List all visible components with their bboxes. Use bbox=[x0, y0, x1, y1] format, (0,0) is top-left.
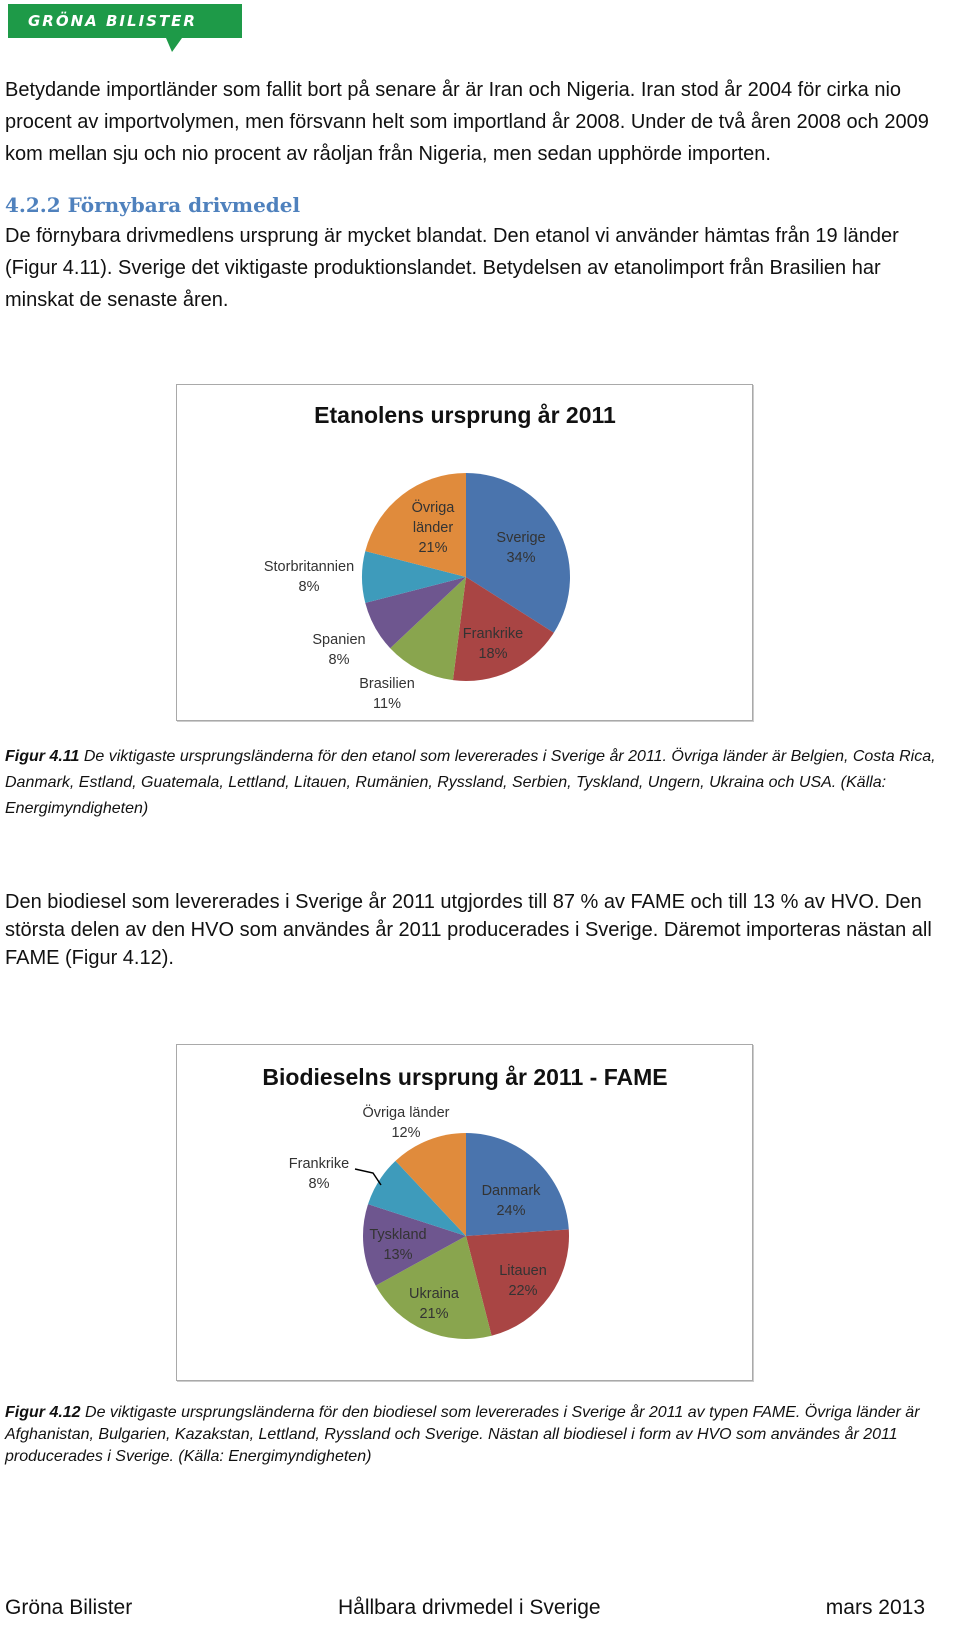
data-label-brasilien: Brasilien 11% bbox=[359, 676, 415, 712]
biodiesel-chart bbox=[176, 1044, 753, 1381]
data-label-ukraina: Ukraina 21% bbox=[409, 1286, 459, 1322]
paragraph-renewable: De förnybara drivmedlens ursprung är mycket blandat. Den etanol vi använder hämtas från 19 länder (Figur 4.11). Sverige det viktigaste produktionslandet. Betydelsen av etanolimport från Brasilien har minskat de senaste åren. bbox=[5, 225, 899, 311]
figure-caption-4-12 bbox=[5, 1402, 955, 1468]
section-heading: 4.2.2 Förnybara drivmedel bbox=[5, 193, 301, 217]
chart-title: Biodieselns ursprung år 2011 - FAME bbox=[262, 1064, 668, 1090]
footer-right: mars 2013 bbox=[825, 1596, 925, 1619]
figure-caption-4-11 bbox=[5, 744, 955, 822]
gb-logo bbox=[6, 2, 246, 54]
data-label-storbritannien: Storbritannien 8% bbox=[263, 559, 355, 595]
ethanol-chart bbox=[176, 384, 753, 721]
caption-label: Figur 4.11 bbox=[5, 748, 80, 765]
data-label-övriga-länder: Övriga länder 21% bbox=[411, 500, 455, 556]
footer-center: Hållbara drivmedel i Sverige bbox=[338, 1596, 601, 1619]
data-label-frankrike: Frankrike 18% bbox=[462, 626, 524, 662]
data-label-frankrike: Frankrike 8% bbox=[288, 1156, 350, 1192]
data-label-övriga-länder: Övriga länder 12% bbox=[362, 1105, 450, 1141]
logo-text: GRÖNA BILISTER bbox=[28, 12, 197, 30]
leader-line bbox=[355, 1169, 381, 1185]
biodiesel-pie-svg bbox=[177, 1045, 752, 1380]
caption-text: De viktigaste ursprungsländerna för den biodiesel som levererades i Sverige år 2011 av typen FAME. Övriga länder är Afghanistan, Bulgarien, Kazakstan, Lettland, Ryssland och Sverige. Nästan all biodiesel i form av HVO som användes år 2011 producerades i Sverige. (Källa: Energimyndigheten) bbox=[5, 1404, 920, 1465]
paragraph-biodiesel: Den biodiesel som levererades i Sverige år 2011 utgjordes till 87 % av FAME och till 13 % av HVO. Den största delen av den HVO som användes år 2011 producerades i Sverige. Däremot importeras nästan all FAME (Figur 4.12). bbox=[5, 891, 932, 969]
chart-title: Etanolens ursprung år 2011 bbox=[314, 402, 616, 428]
footer-left: Gröna Bilister bbox=[5, 1596, 133, 1619]
data-label-litauen: Litauen 22% bbox=[499, 1263, 547, 1299]
data-label-tyskland: Tyskland 13% bbox=[369, 1227, 427, 1263]
data-label-sverige: Sverige 34% bbox=[496, 530, 546, 566]
caption-label: Figur 4.12 bbox=[5, 1404, 81, 1421]
data-label-danmark: Danmark 24% bbox=[481, 1183, 541, 1219]
data-label-spanien: Spanien 8% bbox=[312, 632, 366, 668]
ethanol-pie-svg bbox=[177, 385, 752, 720]
caption-text: De viktigaste ursprungsländerna för den etanol som levererades i Sverige år 2011. Övriga länder är Belgien, Costa Rica, Danmark, Estland, Guatemala, Lettland, Litauen, Rumänien, Ryssland, Serbien, Tyskland, Ungern, Ukraina och USA. (Källa: Energimyndigheten) bbox=[5, 748, 936, 817]
paragraph-import: Betydande importländer som fallit bort på senare år är Iran och Nigeria. Iran stod år 2004 för cirka nio procent av importvolymen, men försvann helt som importland år 2008. Under de två åren 2008 och 2009 kom mellan sju och nio procent av råoljan från Nigeria, men sedan upphörde importen. bbox=[5, 79, 929, 165]
